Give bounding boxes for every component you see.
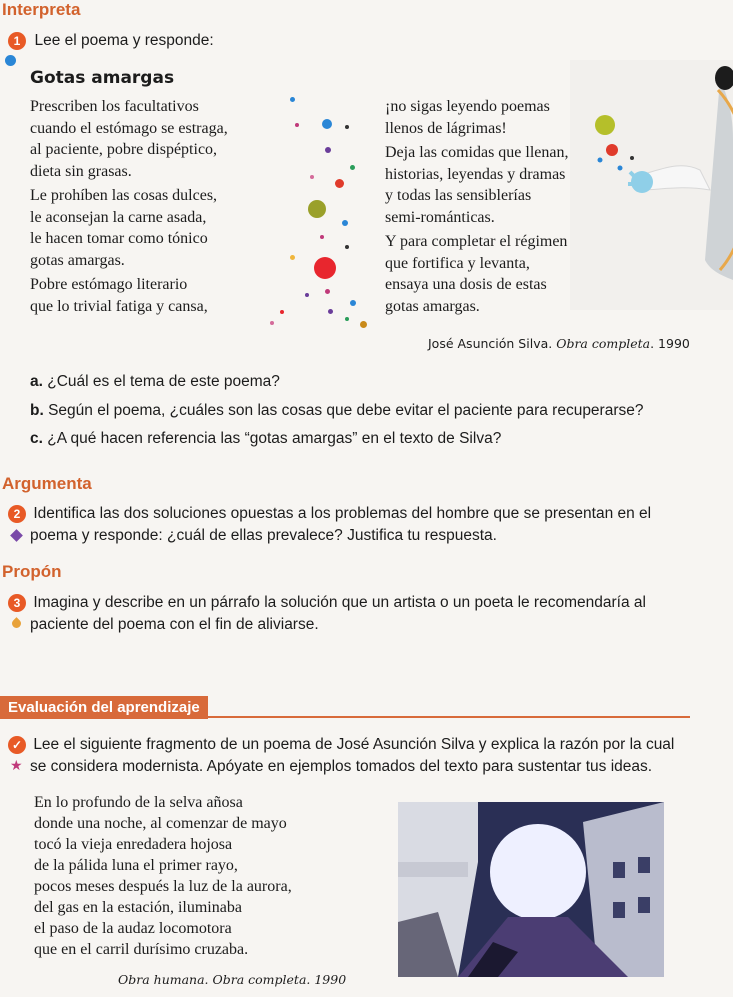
- evaluation-banner: Evaluación del aprendizaje: [0, 696, 208, 719]
- poem-stanza: [30, 96, 280, 182]
- evaluation-line1: Lee el siguiente fragmento de un poema de José Asunción Silva y explica la razón por la cual: [33, 736, 675, 753]
- dot-icon: [270, 321, 274, 325]
- poem-line: historias, leyendas y dramas: [385, 165, 566, 183]
- checkmark-icon: ✓: [8, 736, 26, 754]
- poem-line: al paciente, pobre dispéptico,: [30, 141, 218, 158]
- section-title-interpreta: Interpreta: [2, 0, 81, 19]
- question-c: [30, 430, 501, 448]
- dot-icon: [308, 200, 326, 218]
- poem-line: Y para completar el régimen: [385, 233, 568, 250]
- dot-icon: [342, 220, 348, 226]
- question-letter: b.: [30, 402, 44, 419]
- drop-icon: [10, 617, 23, 630]
- dot-icon: [310, 175, 314, 179]
- diamond-icon: [10, 529, 23, 542]
- question-number-badge: 1: [8, 32, 26, 50]
- poem-line: dieta sin grasas.: [30, 162, 132, 180]
- fragment-line: del gas en la estación, iluminaba: [34, 899, 242, 916]
- poem-line: le aconsejan la carne asada,: [30, 208, 207, 226]
- question-1-text: Lee el poema y responde:: [34, 32, 214, 49]
- poem-line: semi-románticas.: [385, 208, 495, 226]
- question-a: [30, 373, 280, 391]
- dot-icon: [335, 179, 344, 188]
- poem-title: Gotas amargas: [30, 68, 175, 88]
- night-city-illustration: [398, 802, 664, 977]
- dot-icon: [290, 255, 295, 260]
- decorative-dots: [250, 95, 380, 340]
- section-title-propon: Propón: [2, 562, 62, 581]
- fragment-line: donde una noche, al comenzar de mayo: [34, 815, 287, 832]
- dot-icon: [345, 317, 349, 321]
- poem-line: gotas amargas.: [385, 297, 480, 315]
- evaluation-task: [8, 734, 674, 756]
- dot-icon: [320, 235, 324, 239]
- question-2-line1: Identifica las dos soluciones opuestas a los problemas del hombre que se presentan en el: [33, 505, 652, 522]
- dot-icon: [325, 289, 330, 294]
- question-text: ¿Cuál es el tema de este poema?: [47, 373, 280, 390]
- poem-line: le hacen tomar como tónico: [30, 230, 208, 247]
- question-text: Según el poema, ¿cuáles son las cosas que debe evitar el paciente para recuperarse?: [48, 402, 644, 419]
- poem-source-year: . 1990: [650, 336, 690, 351]
- poem-source: [428, 336, 690, 351]
- poem-line: que lo trivial fatiga y cansa,: [30, 297, 208, 315]
- question-3-line1: Imagina y describe en un párrafo la solución que un artista o un poeta le recomendaría al: [33, 594, 646, 611]
- dot-icon: [314, 257, 336, 279]
- doctor-illustration: [570, 60, 733, 310]
- poem-line: ¡no sigas leyendo poemas: [385, 98, 550, 115]
- dot-icon: [280, 310, 284, 314]
- dot-icon: [290, 97, 295, 102]
- star-icon: ★: [10, 758, 23, 774]
- poem-left-column: [30, 96, 280, 317]
- dot-icon: [345, 125, 349, 129]
- poem-line: Pobre estómago literario: [30, 276, 188, 293]
- poem-line: que fortifica y levanta,: [385, 254, 530, 272]
- question-2: [8, 503, 651, 525]
- question-3-line2: paciente del poema con el fin de aliviarse.: [30, 616, 319, 633]
- dot-icon: [350, 300, 356, 306]
- question-text: ¿A qué hacen referencia las “gotas amargas” en el texto de Silva?: [47, 430, 502, 447]
- question-letter: a.: [30, 373, 43, 390]
- dot-icon: [360, 321, 367, 328]
- poem-stanza: [30, 185, 280, 271]
- dot-icon: [350, 165, 355, 170]
- poem-line: llenos de lágrimas!: [385, 119, 507, 137]
- poem-source-author: José Asunción Silva.: [428, 336, 553, 351]
- fragment-line: el paso de la audaz locomotora: [34, 920, 232, 937]
- poem-source-work: Obra completa: [556, 336, 651, 351]
- question-2-line2: poema y responde: ¿cuál de ellas prevalece? Justifica tu respuesta.: [30, 527, 497, 544]
- poem-line: y todas las sensiblerías: [385, 187, 532, 204]
- dot-icon: [295, 123, 299, 127]
- poem-fragment: [34, 792, 292, 960]
- dot-icon: [325, 147, 331, 153]
- question-1: [8, 30, 214, 52]
- poem-line: Prescriben los facultativos: [30, 98, 199, 115]
- question-number-badge: 3: [8, 594, 26, 612]
- poem-line: Deja las comidas que llenan,: [385, 144, 569, 161]
- poem-stanza: [30, 274, 280, 317]
- poem-line: gotas amargas.: [30, 251, 125, 269]
- fragment-line: de la pálida luna el primer rayo,: [34, 857, 238, 874]
- fragment-line: tocó la vieja enredadera hojosa: [34, 836, 233, 853]
- fragment-line: que en el carril durísimo cruzaba.: [34, 941, 249, 958]
- evaluation-line2: se considera modernista. Apóyate en ejemplos tomados del texto para sustentar tus ideas.: [30, 758, 653, 775]
- dot-icon: [345, 245, 349, 249]
- question-b: [30, 402, 644, 420]
- dot-icon: [322, 119, 332, 129]
- poem-line: ensaya una dosis de estas: [385, 276, 547, 293]
- fragment-source: Obra humana. Obra completa. 1990: [118, 972, 347, 987]
- dot-icon: [305, 293, 309, 297]
- poem-line: Le prohíben las cosas dulces,: [30, 187, 218, 204]
- poem-line: cuando el estómago se estraga,: [30, 119, 228, 137]
- section-title-argumenta: Argumenta: [2, 474, 92, 493]
- dot-icon: [328, 309, 333, 314]
- blue-bullet-icon: [5, 55, 16, 66]
- question-3: [8, 592, 646, 614]
- fragment-line: En lo profundo de la selva añosa: [34, 794, 243, 811]
- question-number-badge: 2: [8, 505, 26, 523]
- evaluation-rule: [0, 716, 690, 718]
- fragment-line: pocos meses después la luz de la aurora,: [34, 878, 292, 895]
- question-letter: c.: [30, 430, 43, 447]
